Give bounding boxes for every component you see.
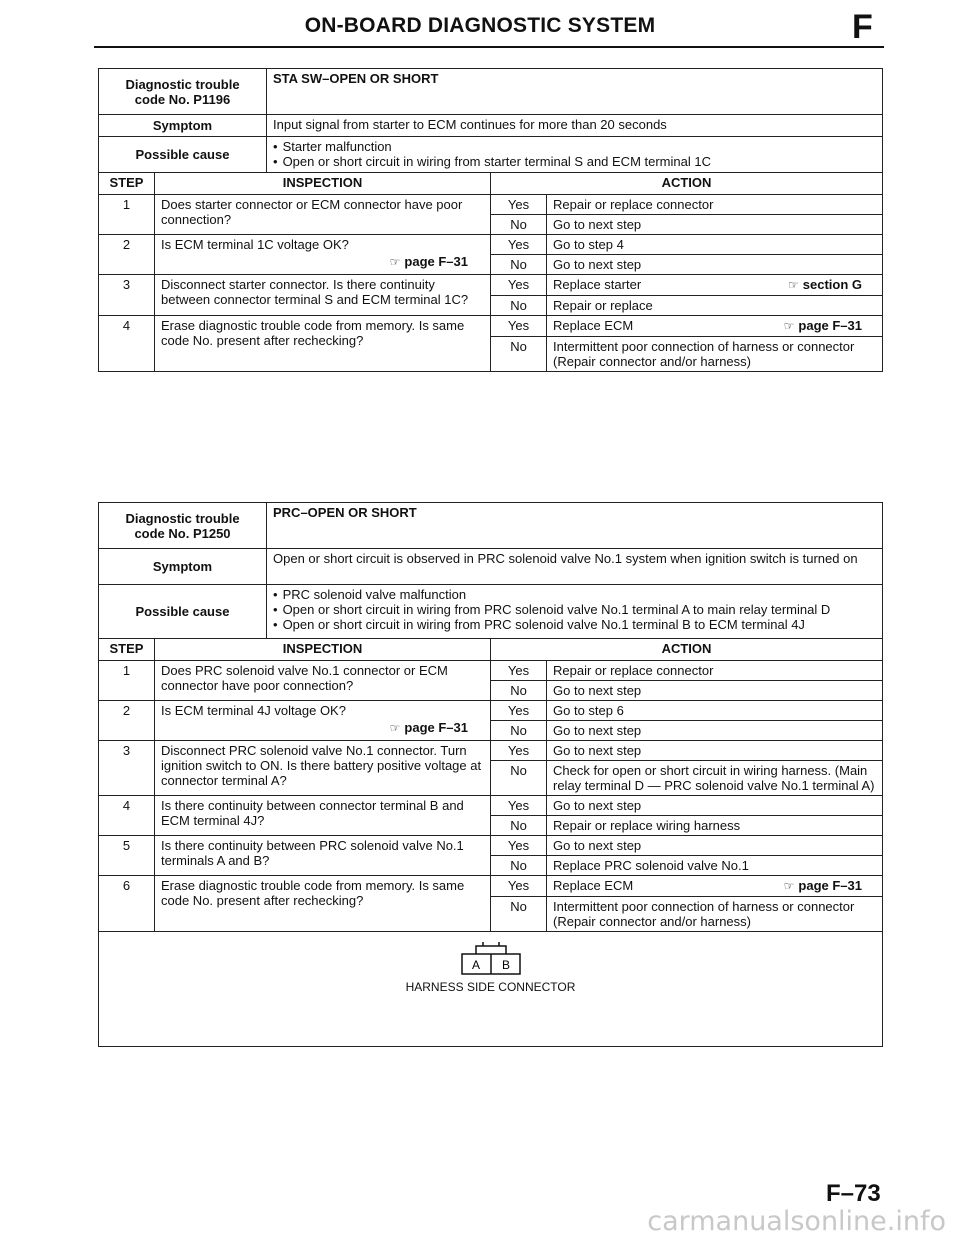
inspection-text (155, 195, 491, 235)
yes-label: Yes (491, 796, 547, 816)
connector-caption: HARNESS SIDE CONNECTOR (405, 980, 576, 994)
inspection-question: Is ECM terminal 4J voltage OK? (161, 703, 346, 718)
step-row (99, 836, 883, 856)
step-header: STEP (99, 639, 155, 661)
yes-label: Yes (491, 235, 547, 255)
action-line (553, 237, 876, 252)
inspection-text (155, 836, 491, 876)
dtc-label: Diagnostic trouble code No. P1250 (99, 503, 267, 549)
yes-action (547, 235, 883, 255)
dtc-title: PRC–OPEN OR SHORT (267, 503, 883, 549)
action-header: ACTION (491, 173, 883, 195)
no-action: Intermittent poor connection of harness or connector (Repair connector and/or harness) (547, 897, 883, 932)
yes-action-text: Go to step 4 (553, 237, 624, 252)
step-number: 6 (99, 876, 155, 932)
yes-label: Yes (491, 275, 547, 296)
yes-label: Yes (491, 836, 547, 856)
yes-label: Yes (491, 876, 547, 897)
dtc-title: STA SW–OPEN OR SHORT (267, 69, 883, 115)
step-row (99, 661, 883, 681)
page-reference: ☞ page F–31 (783, 318, 862, 333)
possible-cause-label: Possible cause (99, 585, 267, 639)
inspection-text (155, 796, 491, 836)
action-line (553, 197, 876, 212)
step-row (99, 876, 883, 897)
no-action: Replace PRC solenoid valve No.1 (547, 856, 883, 876)
inspection-question: Does starter connector or ECM connector have poor connection? (161, 197, 463, 227)
inspection-question: Disconnect PRC solenoid valve No.1 connector. Turn ignition switch to ON. Is there battery positive voltage at connector terminal A? (161, 743, 482, 788)
yes-action-text: Go to next step (553, 743, 642, 758)
no-action: Intermittent poor connection of harness or connector (Repair connector and/or harness) (547, 337, 883, 372)
inspection-question: Disconnect starter connector. Is there continuity between connector terminal S and ECM terminal 1C? (161, 277, 469, 307)
step-row (99, 701, 883, 721)
no-label: No (491, 681, 547, 701)
yes-label: Yes (491, 316, 547, 337)
yes-action (547, 796, 883, 816)
action-line (553, 838, 876, 853)
connector-diagram (99, 932, 883, 1047)
ref-wrap (161, 720, 484, 736)
action-line (553, 703, 876, 718)
header-rule (94, 46, 884, 48)
yes-action (547, 836, 883, 856)
dtc-table-p1196 (98, 68, 883, 372)
no-action: Check for open or short circuit in wiring harness. (Main relay terminal D — PRC solenoid valve No.1 terminal A) (547, 761, 883, 796)
no-label: No (491, 761, 547, 796)
action-line (553, 663, 876, 678)
inspection-header: INSPECTION (155, 173, 491, 195)
step-number: 3 (99, 741, 155, 796)
pointing-hand-icon: ☞ (783, 319, 795, 333)
step-number: 3 (99, 275, 155, 316)
step-number: 2 (99, 701, 155, 741)
no-action: Go to next step (547, 681, 883, 701)
no-action: Go to next step (547, 721, 883, 741)
inspection-text (155, 235, 491, 275)
step-row (99, 275, 883, 296)
yes-action-text: Repair or replace connector (553, 663, 714, 678)
inspection-question: Is there continuity between connector terminal B and ECM terminal 4J? (161, 798, 464, 828)
yes-action (547, 316, 883, 337)
action-header: ACTION (491, 639, 883, 661)
inspection-text (155, 741, 491, 796)
step-number: 2 (99, 235, 155, 275)
yes-action (547, 661, 883, 681)
yes-action (547, 701, 883, 721)
action-line (553, 743, 876, 758)
possible-cause-list (267, 585, 883, 639)
yes-action (547, 741, 883, 761)
watermark: carmanualsonline.info (647, 1206, 946, 1237)
yes-action-text: Replace ECM (553, 878, 634, 893)
no-action: Repair or replace wiring harness (547, 816, 883, 836)
inspection-question: Erase diagnostic trouble code from memory. Is same code No. present after rechecking? (161, 318, 465, 348)
section-letter: F (852, 8, 873, 46)
yes-action-text: Repair or replace connector (553, 197, 714, 212)
step-number: 4 (99, 316, 155, 372)
cause-item: • Open or short circuit in wiring from starter terminal S and ECM terminal 1C (273, 154, 876, 169)
dtc-label: Diagnostic trouble code No. P1196 (99, 69, 267, 115)
step-number: 4 (99, 796, 155, 836)
yes-label: Yes (491, 741, 547, 761)
page-reference: ☞ section G (787, 277, 862, 292)
no-label: No (491, 897, 547, 932)
no-label: No (491, 721, 547, 741)
pointing-hand-icon: ☞ (389, 721, 401, 735)
no-label: No (491, 856, 547, 876)
step-number: 1 (99, 661, 155, 701)
no-label: No (491, 215, 547, 235)
pointing-hand-icon: ☞ (787, 278, 799, 292)
action-line (553, 878, 876, 894)
cause-item: • PRC solenoid valve malfunction (273, 587, 876, 602)
inspection-question: Is there continuity between PRC solenoid valve No.1 terminals A and B? (161, 838, 464, 868)
no-label: No (491, 816, 547, 836)
no-label: No (491, 337, 547, 372)
cause-item: • Open or short circuit in wiring from PRC solenoid valve No.1 terminal A to main relay terminal D (273, 602, 876, 617)
yes-action-text: Go to step 6 (553, 703, 624, 718)
yes-label: Yes (491, 195, 547, 215)
no-label: No (491, 296, 547, 316)
inspection-text (155, 316, 491, 372)
dtc-table-p1250 (98, 502, 883, 1047)
step-row (99, 796, 883, 816)
yes-action-text: Replace ECM (553, 318, 634, 333)
yes-action (547, 876, 883, 897)
page-reference: ☞ page F–31 (389, 720, 468, 735)
inspection-text (155, 701, 491, 741)
inspection-question: Does PRC solenoid valve No.1 connector or ECM connector have poor connection? (161, 663, 448, 693)
action-line (553, 318, 876, 334)
page-title: ON-BOARD DIAGNOSTIC SYSTEM (304, 14, 656, 37)
page-reference: ☞ page F–31 (389, 254, 468, 269)
terminal-a-label: A (471, 958, 480, 972)
yes-action-text: Go to next step (553, 838, 642, 853)
step-number: 1 (99, 195, 155, 235)
no-label: No (491, 255, 547, 275)
page-reference: ☞ page F–31 (783, 878, 862, 893)
yes-action (547, 275, 883, 296)
page-number: F–73 (826, 1180, 881, 1207)
pointing-hand-icon: ☞ (389, 255, 401, 269)
inspection-text (155, 661, 491, 701)
no-action: Go to next step (547, 215, 883, 235)
ref-wrap (161, 254, 484, 270)
yes-action-text: Go to next step (553, 798, 642, 813)
cause-item: • Starter malfunction (273, 139, 876, 154)
possible-cause-list (267, 137, 883, 173)
inspection-header: INSPECTION (155, 639, 491, 661)
symptom-label: Symptom (99, 549, 267, 585)
cause-item: • Open or short circuit in wiring from PRC solenoid valve No.1 terminal B to ECM terminal 4J (273, 617, 876, 632)
yes-label: Yes (491, 701, 547, 721)
step-row (99, 741, 883, 761)
inspection-question: Erase diagnostic trouble code from memory. Is same code No. present after rechecking? (161, 878, 465, 908)
inspection-question: Is ECM terminal 1C voltage OK? (161, 237, 349, 252)
possible-cause-label: Possible cause (99, 137, 267, 173)
symptom-label: Symptom (99, 115, 267, 137)
step-number: 5 (99, 836, 155, 876)
symptom-text: Open or short circuit is observed in PRC solenoid valve No.1 system when ignition switch is turned on (267, 549, 883, 585)
step-row (99, 195, 883, 215)
terminal-b-label: B (501, 958, 510, 972)
step-header: STEP (99, 173, 155, 195)
step-row (99, 316, 883, 337)
yes-label: Yes (491, 661, 547, 681)
action-line (553, 277, 876, 293)
inspection-text (155, 876, 491, 932)
inspection-text (155, 275, 491, 316)
symptom-text: Input signal from starter to ECM continues for more than 20 seconds (267, 115, 883, 137)
step-row (99, 235, 883, 255)
yes-action-text: Replace starter (553, 277, 642, 292)
pointing-hand-icon: ☞ (783, 879, 795, 893)
yes-action (547, 195, 883, 215)
harness-connector-icon (456, 940, 526, 976)
action-line (553, 798, 876, 813)
no-action: Repair or replace (547, 296, 883, 316)
no-action: Go to next step (547, 255, 883, 275)
